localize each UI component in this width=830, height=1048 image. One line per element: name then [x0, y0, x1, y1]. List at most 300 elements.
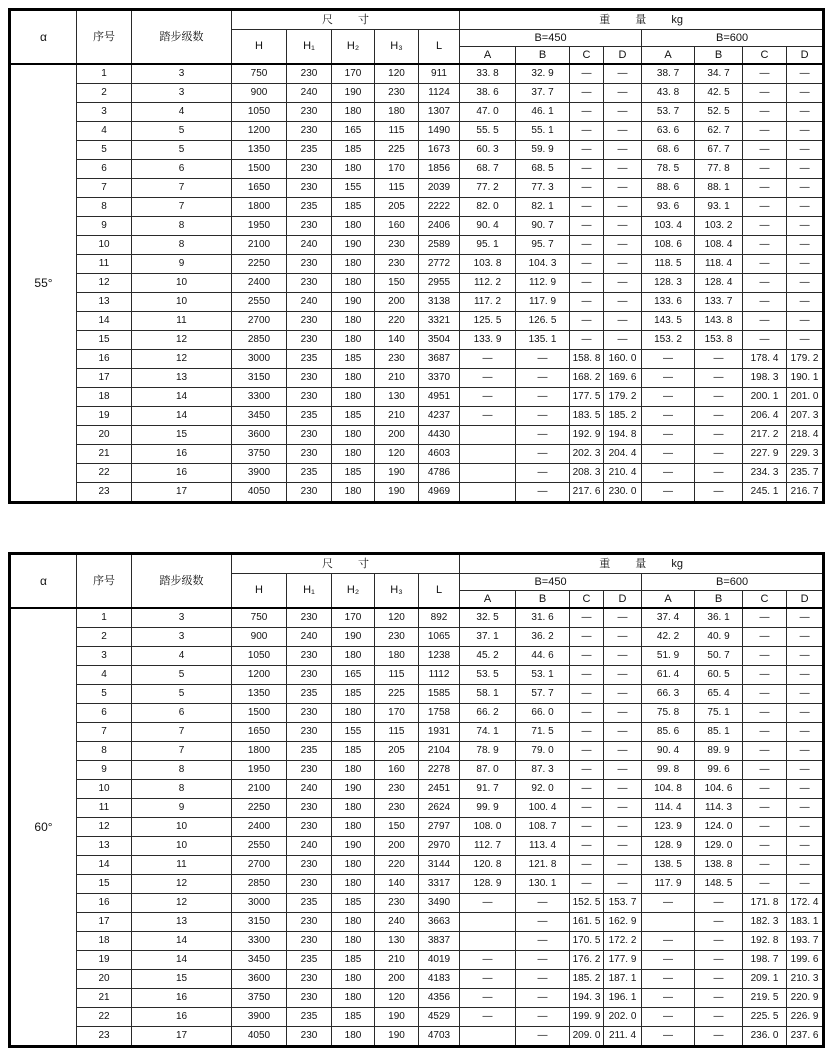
cell-L: 2104 [419, 742, 460, 761]
cell-b600-C: — [743, 274, 787, 293]
cell-H2: 180 [332, 331, 375, 350]
cell-b450-C: 183. 5 [570, 407, 604, 426]
cell-b450-A: 128. 9 [460, 875, 516, 894]
cell-steps: 9 [132, 799, 232, 818]
cell-steps: 8 [132, 236, 232, 255]
cell-b450-A: 91. 7 [460, 780, 516, 799]
cell-H: 750 [232, 64, 287, 84]
cell-b450-C: — [570, 875, 604, 894]
cell-H1: 230 [287, 274, 332, 293]
cell-b450-B: 90. 7 [516, 217, 570, 236]
cell-steps: 11 [132, 856, 232, 875]
cell-steps: 10 [132, 274, 232, 293]
cell-H3: 180 [375, 103, 419, 122]
cell-H3: 140 [375, 331, 419, 350]
cell-b600-B: — [695, 913, 743, 932]
table-row [10, 103, 824, 122]
cell-b450-B: — [516, 913, 570, 932]
cell-H: 1500 [232, 160, 287, 179]
cell-H2: 180 [332, 818, 375, 837]
cell-L: 2624 [419, 799, 460, 818]
cell-H: 2700 [232, 312, 287, 331]
cell-b600-A: 104. 8 [642, 780, 695, 799]
header-dim-H3: H₃ [375, 30, 419, 65]
cell-b600-A: 118. 5 [642, 255, 695, 274]
cell-b450-A: 112. 7 [460, 837, 516, 856]
cell-steps: 9 [132, 255, 232, 274]
cell-steps: 7 [132, 723, 232, 742]
cell-H3: 200 [375, 970, 419, 989]
cell-b600-B: 40. 9 [695, 628, 743, 647]
cell-steps: 7 [132, 198, 232, 217]
cell-steps: 13 [132, 369, 232, 388]
cell-b600-A: 117. 9 [642, 875, 695, 894]
cell-b450-B: 46. 1 [516, 103, 570, 122]
cell-L: 3837 [419, 932, 460, 951]
cell-H2: 190 [332, 84, 375, 103]
cell-H1: 230 [287, 761, 332, 780]
header-dims-group: 尺 寸 [232, 10, 460, 30]
cell-b600-C: — [743, 666, 787, 685]
cell-b450-B: 112. 9 [516, 274, 570, 293]
alpha-value: 60° [10, 608, 77, 1047]
cell-seq: 16 [77, 350, 132, 369]
cell-H1: 230 [287, 426, 332, 445]
table-row [10, 875, 824, 894]
cell-b600-D: 229. 3 [787, 445, 824, 464]
cell-H1: 235 [287, 350, 332, 369]
cell-seq: 22 [77, 464, 132, 483]
cell-b600-C: — [743, 122, 787, 141]
cell-b450-C: 158. 8 [570, 350, 604, 369]
cell-b450-A: — [460, 407, 516, 426]
cell-b450-B: — [516, 1008, 570, 1027]
cell-b450-B: 100. 4 [516, 799, 570, 818]
header-alpha: α [10, 10, 77, 65]
cell-b600-B: — [695, 483, 743, 503]
cell-b600-B: 114. 3 [695, 799, 743, 818]
table-row [10, 818, 824, 837]
cell-b450-D: — [604, 742, 642, 761]
cell-b450-D: 162. 9 [604, 913, 642, 932]
table-row [10, 464, 824, 483]
cell-b600-B: 93. 1 [695, 198, 743, 217]
cell-b450-A: 78. 9 [460, 742, 516, 761]
cell-b600-C: — [743, 742, 787, 761]
header-b450-A: A [460, 591, 516, 609]
cell-H1: 230 [287, 704, 332, 723]
cell-b450-C: — [570, 837, 604, 856]
cell-b600-A: 75. 8 [642, 704, 695, 723]
cell-H2: 180 [332, 483, 375, 503]
table-row [10, 685, 824, 704]
cell-steps: 12 [132, 331, 232, 350]
cell-b600-D: — [787, 780, 824, 799]
cell-H3: 180 [375, 647, 419, 666]
cell-b600-A: — [642, 464, 695, 483]
cell-H: 2850 [232, 875, 287, 894]
cell-b600-A: 123. 9 [642, 818, 695, 837]
cell-b600-A: 85. 6 [642, 723, 695, 742]
cell-b600-B: 118. 4 [695, 255, 743, 274]
cell-b450-D: 169. 6 [604, 369, 642, 388]
table-row [10, 255, 824, 274]
header-b450-C: C [570, 591, 604, 609]
cell-b450-D: 179. 2 [604, 388, 642, 407]
cell-seq: 19 [77, 407, 132, 426]
cell-L: 4951 [419, 388, 460, 407]
cell-b450-C: — [570, 723, 604, 742]
cell-b450-B: 71. 5 [516, 723, 570, 742]
cell-b450-A: 38. 6 [460, 84, 516, 103]
cell-b600-B: — [695, 970, 743, 989]
cell-b600-D: 193. 7 [787, 932, 824, 951]
cell-b450-A: 90. 4 [460, 217, 516, 236]
header-b450-A: A [460, 47, 516, 65]
cell-H3: 120 [375, 64, 419, 84]
cell-b450-D: — [604, 236, 642, 255]
cell-b600-D: — [787, 198, 824, 217]
cell-H1: 230 [287, 312, 332, 331]
cell-L: 3321 [419, 312, 460, 331]
cell-steps: 17 [132, 1027, 232, 1047]
cell-b450-C: — [570, 685, 604, 704]
cell-H1: 230 [287, 647, 332, 666]
cell-b600-B: 129. 0 [695, 837, 743, 856]
cell-b600-D: — [787, 742, 824, 761]
table-row [10, 799, 824, 818]
cell-b450-D: 185. 2 [604, 407, 642, 426]
cell-b450-B: 104. 3 [516, 255, 570, 274]
cell-b450-A: 45. 2 [460, 647, 516, 666]
cell-H3: 225 [375, 141, 419, 160]
cell-seq: 16 [77, 894, 132, 913]
cell-b450-B: — [516, 970, 570, 989]
table-row [10, 608, 824, 628]
cell-seq: 10 [77, 236, 132, 255]
cell-H: 3300 [232, 388, 287, 407]
cell-L: 1112 [419, 666, 460, 685]
cell-b450-B: — [516, 1027, 570, 1047]
header-seq: 序号 [77, 10, 132, 65]
cell-b600-B: 52. 5 [695, 103, 743, 122]
header-weight-group: 重 量 kg [460, 10, 824, 30]
cell-H3: 230 [375, 894, 419, 913]
cell-b450-C: — [570, 608, 604, 628]
header-dim-H1: H₁ [287, 30, 332, 65]
cell-b450-B: — [516, 932, 570, 951]
cell-H: 1050 [232, 647, 287, 666]
cell-b600-B: 148. 5 [695, 875, 743, 894]
cell-b450-D: — [604, 198, 642, 217]
cell-b600-B: 138. 8 [695, 856, 743, 875]
table-row [10, 274, 824, 293]
cell-H1: 235 [287, 685, 332, 704]
cell-seq: 14 [77, 312, 132, 331]
cell-H3: 240 [375, 913, 419, 932]
table-row [10, 331, 824, 350]
header-dim-H: H [232, 30, 287, 65]
cell-b450-D: — [604, 685, 642, 704]
cell-b450-B: 95. 7 [516, 236, 570, 255]
cell-b600-D: 183. 1 [787, 913, 824, 932]
cell-H2: 180 [332, 799, 375, 818]
cell-seq: 11 [77, 799, 132, 818]
cell-b600-B: — [695, 989, 743, 1008]
cell-b600-B: 65. 4 [695, 685, 743, 704]
cell-H1: 230 [287, 64, 332, 84]
cell-seq: 19 [77, 951, 132, 970]
cell-b450-B: 68. 5 [516, 160, 570, 179]
cell-b600-C: — [743, 236, 787, 255]
cell-L: 3138 [419, 293, 460, 312]
cell-H2: 180 [332, 426, 375, 445]
cell-b600-C: — [743, 704, 787, 723]
table-row [10, 426, 824, 445]
cell-b450-A: — [460, 951, 516, 970]
cell-b600-C: — [743, 179, 787, 198]
cell-H3: 205 [375, 198, 419, 217]
cell-b600-A: 133. 6 [642, 293, 695, 312]
cell-b450-B: — [516, 350, 570, 369]
cell-b450-D: — [604, 122, 642, 141]
cell-b600-A: 138. 5 [642, 856, 695, 875]
cell-b450-A [460, 483, 516, 503]
table-row [10, 1008, 824, 1027]
cell-b450-C: — [570, 818, 604, 837]
cell-b600-D: 237. 6 [787, 1027, 824, 1047]
spec-table-55deg [8, 8, 825, 504]
cell-H: 750 [232, 608, 287, 628]
cell-b600-B: — [695, 1027, 743, 1047]
cell-b450-D: 160. 0 [604, 350, 642, 369]
cell-b600-A: — [642, 426, 695, 445]
table-row [10, 723, 824, 742]
cell-b450-A: 112. 2 [460, 274, 516, 293]
cell-steps: 14 [132, 932, 232, 951]
cell-H1: 230 [287, 483, 332, 503]
cell-H1: 240 [287, 780, 332, 799]
cell-H3: 130 [375, 932, 419, 951]
cell-H2: 185 [332, 685, 375, 704]
cell-b600-D: 235. 7 [787, 464, 824, 483]
cell-steps: 14 [132, 951, 232, 970]
cell-H1: 235 [287, 407, 332, 426]
cell-b600-A: — [642, 407, 695, 426]
cell-b450-D: — [604, 875, 642, 894]
cell-b600-B: 75. 1 [695, 704, 743, 723]
cell-H2: 185 [332, 894, 375, 913]
cell-b600-A: — [642, 894, 695, 913]
cell-H2: 170 [332, 608, 375, 628]
cell-b600-B: 85. 1 [695, 723, 743, 742]
cell-H3: 170 [375, 160, 419, 179]
cell-b450-C: — [570, 274, 604, 293]
cell-b600-B: — [695, 464, 743, 483]
table-row [10, 666, 824, 685]
cell-b600-D: 201. 0 [787, 388, 824, 407]
cell-H2: 180 [332, 989, 375, 1008]
cell-b600-C: — [743, 255, 787, 274]
cell-b600-D: — [787, 274, 824, 293]
cell-b450-C: 161. 5 [570, 913, 604, 932]
cell-L: 2772 [419, 255, 460, 274]
cell-b450-A: — [460, 970, 516, 989]
cell-H1: 230 [287, 369, 332, 388]
cell-L: 1931 [419, 723, 460, 742]
table-row [10, 141, 824, 160]
cell-H: 4050 [232, 483, 287, 503]
cell-seq: 12 [77, 274, 132, 293]
cell-b600-C: 182. 3 [743, 913, 787, 932]
table-row [10, 445, 824, 464]
cell-b600-C: — [743, 647, 787, 666]
cell-H3: 130 [375, 388, 419, 407]
header-b450-D: D [604, 591, 642, 609]
table-row [10, 932, 824, 951]
cell-H1: 230 [287, 932, 332, 951]
cell-b600-D: — [787, 837, 824, 856]
table-row [10, 761, 824, 780]
cell-b600-C: 206. 4 [743, 407, 787, 426]
cell-b600-B: 77. 8 [695, 160, 743, 179]
cell-b600-B: 128. 4 [695, 274, 743, 293]
cell-b450-D: — [604, 628, 642, 647]
cell-b450-D: 211. 4 [604, 1027, 642, 1047]
cell-b450-C: — [570, 198, 604, 217]
header-b600: B=600 [642, 30, 824, 47]
cell-b600-A: — [642, 970, 695, 989]
cell-b450-C: — [570, 780, 604, 799]
cell-H2: 180 [332, 312, 375, 331]
cell-H2: 180 [332, 1027, 375, 1047]
cell-H1: 240 [287, 837, 332, 856]
cell-b600-B: 62. 7 [695, 122, 743, 141]
cell-L: 1065 [419, 628, 460, 647]
cell-H: 3900 [232, 1008, 287, 1027]
cell-steps: 6 [132, 160, 232, 179]
cell-H: 1650 [232, 179, 287, 198]
cell-b450-D: 177. 9 [604, 951, 642, 970]
cell-b600-A: 128. 3 [642, 274, 695, 293]
cell-b600-D: 210. 3 [787, 970, 824, 989]
cell-steps: 4 [132, 647, 232, 666]
cell-b600-C: — [743, 608, 787, 628]
cell-H: 900 [232, 84, 287, 103]
cell-L: 3687 [419, 350, 460, 369]
cell-steps: 14 [132, 388, 232, 407]
cell-b600-D: — [787, 856, 824, 875]
cell-H3: 115 [375, 723, 419, 742]
cell-H2: 180 [332, 388, 375, 407]
cell-steps: 5 [132, 122, 232, 141]
cell-H2: 180 [332, 445, 375, 464]
cell-H: 2250 [232, 799, 287, 818]
cell-seq: 4 [77, 666, 132, 685]
cell-H2: 180 [332, 761, 375, 780]
cell-H2: 180 [332, 255, 375, 274]
cell-seq: 3 [77, 103, 132, 122]
cell-b600-A: 99. 8 [642, 761, 695, 780]
cell-H3: 230 [375, 799, 419, 818]
header-b600-B: B [695, 47, 743, 65]
cell-H3: 150 [375, 818, 419, 837]
cell-steps: 8 [132, 761, 232, 780]
cell-steps: 7 [132, 179, 232, 198]
cell-H3: 230 [375, 628, 419, 647]
cell-b450-C: — [570, 103, 604, 122]
cell-H3: 150 [375, 274, 419, 293]
cell-b450-D: — [604, 761, 642, 780]
cell-b600-D: — [787, 217, 824, 236]
cell-L: 1856 [419, 160, 460, 179]
cell-H3: 230 [375, 350, 419, 369]
cell-L: 1490 [419, 122, 460, 141]
cell-b450-B: 121. 8 [516, 856, 570, 875]
spec-table-60deg [8, 552, 825, 1048]
cell-b450-B: 108. 7 [516, 818, 570, 837]
cell-b600-B: 42. 5 [695, 84, 743, 103]
cell-H2: 190 [332, 837, 375, 856]
cell-b450-D: 210. 4 [604, 464, 642, 483]
cell-L: 1307 [419, 103, 460, 122]
cell-b450-C: — [570, 628, 604, 647]
cell-H3: 230 [375, 780, 419, 799]
cell-L: 2451 [419, 780, 460, 799]
cell-b450-D: — [604, 723, 642, 742]
cell-b450-C: — [570, 84, 604, 103]
cell-steps: 5 [132, 685, 232, 704]
cell-seq: 14 [77, 856, 132, 875]
cell-seq: 9 [77, 217, 132, 236]
header-dim-H2: H₂ [332, 30, 375, 65]
cell-H: 2400 [232, 274, 287, 293]
cell-H3: 120 [375, 608, 419, 628]
cell-b450-D: — [604, 179, 642, 198]
cell-steps: 6 [132, 704, 232, 723]
cell-seq: 6 [77, 704, 132, 723]
cell-b450-B: — [516, 894, 570, 913]
cell-b600-A: 108. 6 [642, 236, 695, 255]
cell-H1: 235 [287, 894, 332, 913]
cell-b600-D: — [787, 64, 824, 84]
cell-b450-B: — [516, 445, 570, 464]
cell-H3: 190 [375, 464, 419, 483]
header-steps: 踏步级数 [132, 554, 232, 609]
cell-seq: 17 [77, 369, 132, 388]
cell-b600-C: 236. 0 [743, 1027, 787, 1047]
cell-H1: 230 [287, 856, 332, 875]
cell-b600-D: — [787, 331, 824, 350]
cell-H1: 235 [287, 141, 332, 160]
cell-H2: 190 [332, 628, 375, 647]
cell-H: 3450 [232, 951, 287, 970]
cell-seq: 17 [77, 913, 132, 932]
cell-L: 2589 [419, 236, 460, 255]
cell-b450-C: — [570, 236, 604, 255]
table-row [10, 951, 824, 970]
cell-b450-D: — [604, 799, 642, 818]
cell-b600-A: 103. 4 [642, 217, 695, 236]
cell-b450-A [460, 464, 516, 483]
cell-b450-A [460, 426, 516, 445]
cell-b600-A: 53. 7 [642, 103, 695, 122]
cell-L: 4969 [419, 483, 460, 503]
cell-b450-B: 55. 1 [516, 122, 570, 141]
cell-H: 2100 [232, 780, 287, 799]
cell-steps: 10 [132, 293, 232, 312]
cell-H3: 225 [375, 685, 419, 704]
